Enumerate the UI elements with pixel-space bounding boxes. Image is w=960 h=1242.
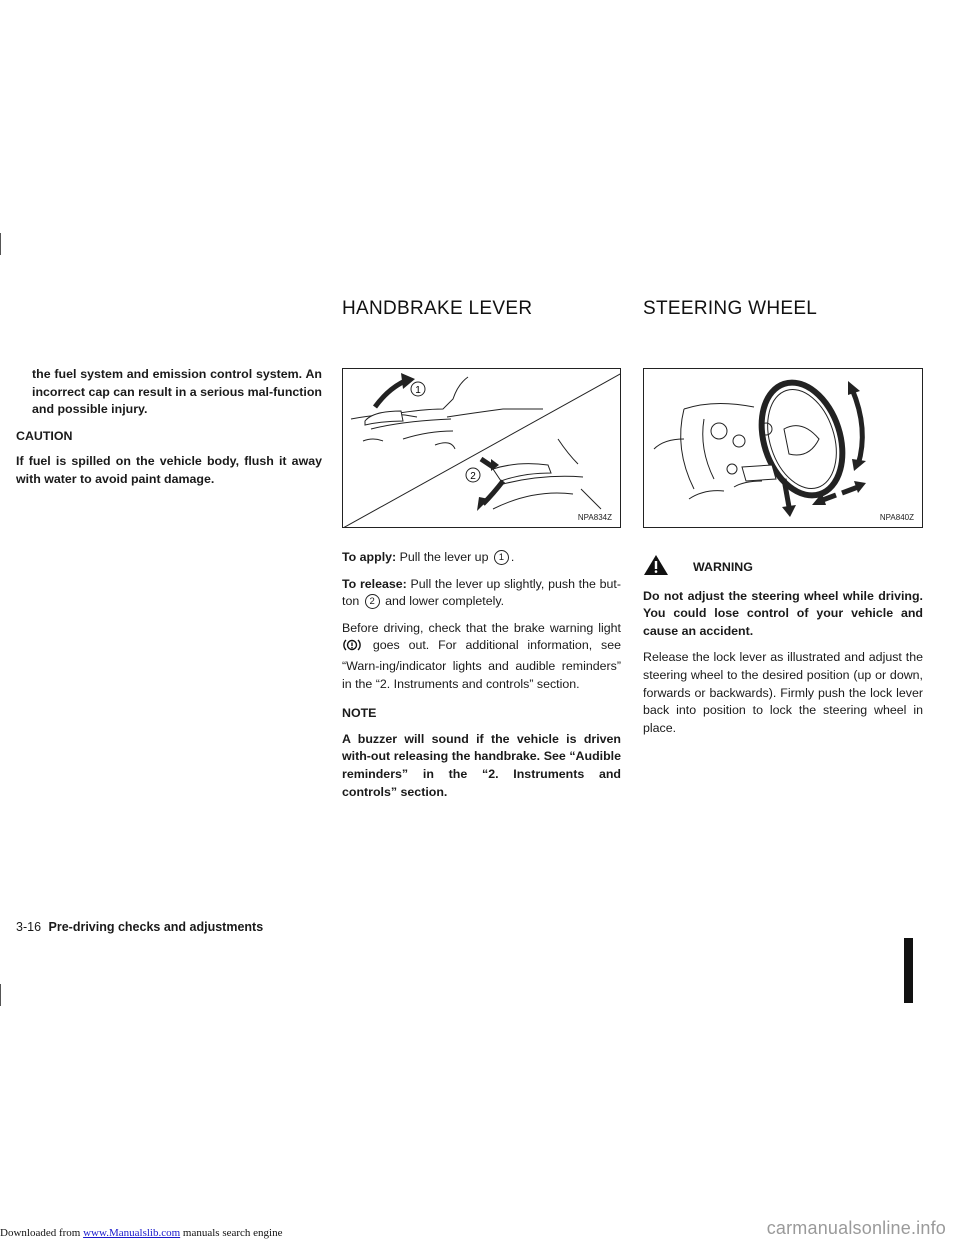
crop-mark <box>0 233 1 255</box>
before-text-b: goes out. For additional information, see “Warn-ing/indicator lights and audible reminders” in the “2. Instruments and controls” section. <box>342 638 621 691</box>
caution-title: CAUTION <box>16 428 73 443</box>
crop-mark <box>0 984 1 1006</box>
left-column <box>16 366 322 498</box>
note-title: NOTE <box>342 706 377 721</box>
callout-2: 2 <box>470 471 476 482</box>
apply-text: Pull the lever up <box>399 550 489 564</box>
steering-illustration <box>644 369 923 528</box>
handbrake-illustration <box>343 369 621 528</box>
warning-heading <box>643 554 923 582</box>
apply-label: To apply: <box>342 550 397 564</box>
handbrake-figure <box>342 368 621 528</box>
footer-prefix: Downloaded from <box>0 1227 81 1239</box>
callout-ref-1: 1 <box>494 550 509 565</box>
watermark: carmanualsonline.info <box>766 1218 946 1238</box>
handbrake-heading: HANDBRAKE LEVER <box>342 298 533 319</box>
warning-triangle-icon <box>643 554 669 582</box>
figure-code: NPA834Z <box>577 513 612 522</box>
note-text: A buzzer will sound if the vehicle is driven with-out releasing the handbrake. See “Audible reminders” in the “2. Instruments and controls” section. <box>342 731 621 799</box>
callout-1: 1 <box>415 385 421 396</box>
handbrake-column <box>342 549 621 810</box>
page-number: 3-16 <box>16 920 42 934</box>
steering-body-text: Release the lock lever as illustrated and adjust the steering wheel to the desired position (up or down, forwards or backwards). Firmly push the lock lever back into position to lock the steering wheel in place. <box>643 650 923 735</box>
steering-column <box>643 554 923 746</box>
warning-title: WARNING <box>693 560 753 574</box>
manualslib-link[interactable]: www.Manualslib.com <box>83 1227 181 1239</box>
before-text-a: Before driving, check that the brake warning light <box>342 620 621 635</box>
steering-heading: STEERING WHEEL <box>643 298 818 319</box>
figure-code: NPA840Z <box>879 513 914 522</box>
apply-paragraph: To apply: Pull the lever up 1 . <box>342 550 515 564</box>
section-title: Pre-driving checks and adjustments <box>48 920 264 934</box>
continued-warning-text: the fuel system and emission control system. An incorrect cap can result in a serious mal-function and possible injury. <box>32 367 322 417</box>
caution-text: If fuel is spilled on the vehicle body, flush it away with water to avoid paint damage. <box>16 454 322 486</box>
download-footer <box>0 1227 282 1239</box>
warning-text: Do not adjust the steering wheel while driving. You could lose control of your vehicle and cause an accident. <box>643 588 923 638</box>
release-paragraph <box>342 576 621 611</box>
section-thumb-tab <box>904 938 913 1003</box>
callout-ref-2: 2 <box>365 594 380 609</box>
brake-warning-light-icon <box>342 638 362 658</box>
footer-suffix: manuals search engine <box>182 1227 283 1239</box>
before-driving-paragraph <box>342 620 621 693</box>
page-footer <box>16 920 263 934</box>
release-label: To release: <box>342 576 407 591</box>
steering-figure <box>643 368 923 528</box>
release-text-b: and lower completely. <box>385 594 505 609</box>
release-text-a: Pull the lever up slightly, push the but-ton <box>342 576 621 609</box>
